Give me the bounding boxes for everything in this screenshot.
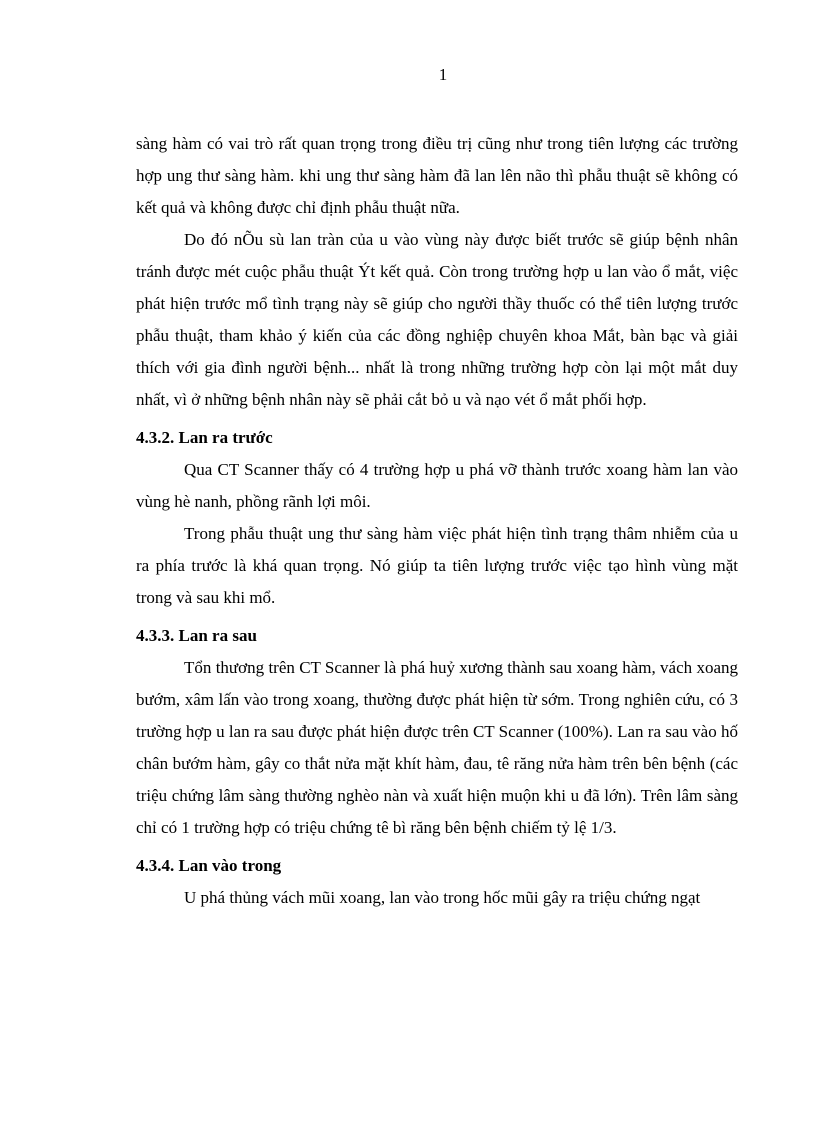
paragraph-4-3-2-a: Qua CT Scanner thấy có 4 trường hợp u phá vỡ thành trước xoang hàm lan vào vùng hè nanh, phồng rãnh lợi môi.	[136, 460, 738, 511]
paragraph-4-3-4-a: U phá thủng vách mũi xoang, lan vào trong hốc mũi gây ra triệu chứng ngạt	[184, 888, 701, 907]
heading-4-3-4: 4.3.4. Lan vào trong	[136, 856, 282, 875]
paragraph-intro-spread: Do đó nÕu sù lan tràn của u vào vùng này được biết trước sẽ giúp bệnh nhân tránh được mét cuộc phẫu thuật Ýt kết quả. Còn trong trường hợp u lan vào ổ mắt, việc phát hiện trước mổ tình trạng này sẽ giúp cho người thầy thuốc có thể tiên lượng trước phẫu thuật, tham khảo ý kiến của các đồng nghiệp chuyên khoa Mắt, bàn bạc và giải thích với gia đình người bệnh... nhất là trong những trường hợp còn lại một mắt duy nhất, vì ở những bệnh nhân này sẽ phải cắt bỏ u và nạo vét ổ mắt phối hợp.	[136, 230, 738, 409]
paragraph-4-3-3-a: Tổn thương trên CT Scanner là phá huỷ xương thành sau xoang hàm, vách xoang bướm, xâm lấn vào trong xoang, thường được phát hiện từ sớm. Trong nghiên cứu, có 3 trường hợp u lan ra sau được phát hiện được trên CT Scanner (100%). Lan ra sau vào hố chân bướm hàm, gây co thắt nửa mặt khít hàm, đau, tê răng nửa hàm trên bên bệnh (các triệu chứng lâm sàng thường nghèo nàn và xuất hiện muộn khi u đã lớn). Trên lâm sàng chỉ có 1 trường hợp có triệu chứng tê bì răng bên bệnh chiếm tỷ lệ 1/3.	[136, 658, 738, 837]
paragraph-intro-continuation: sàng hàm có vai trò rất quan trọng trong điều trị cũng như trong tiên lượng các trường hợp ung thư sàng hàm. khi ung thư sàng hàm đã lan lên não thì phẫu thuật sẽ không có kết quả và không được chỉ định phẫu thuật nữa.	[136, 134, 738, 217]
page-number: 1	[438, 65, 448, 84]
heading-4-3-3: 4.3.3. Lan ra sau	[136, 626, 257, 645]
paragraph-4-3-2-b: Trong phẫu thuật ung thư sàng hàm việc phát hiện tình trạng thâm nhiễm của u ra phía trước là khá quan trọng. Nó giúp ta tiên lượng trước việc tạo hình vùng mặt trong và sau khi mổ.	[136, 524, 738, 607]
heading-4-3-2: 4.3.2. Lan ra trước	[136, 428, 273, 447]
document-body	[136, 128, 738, 914]
